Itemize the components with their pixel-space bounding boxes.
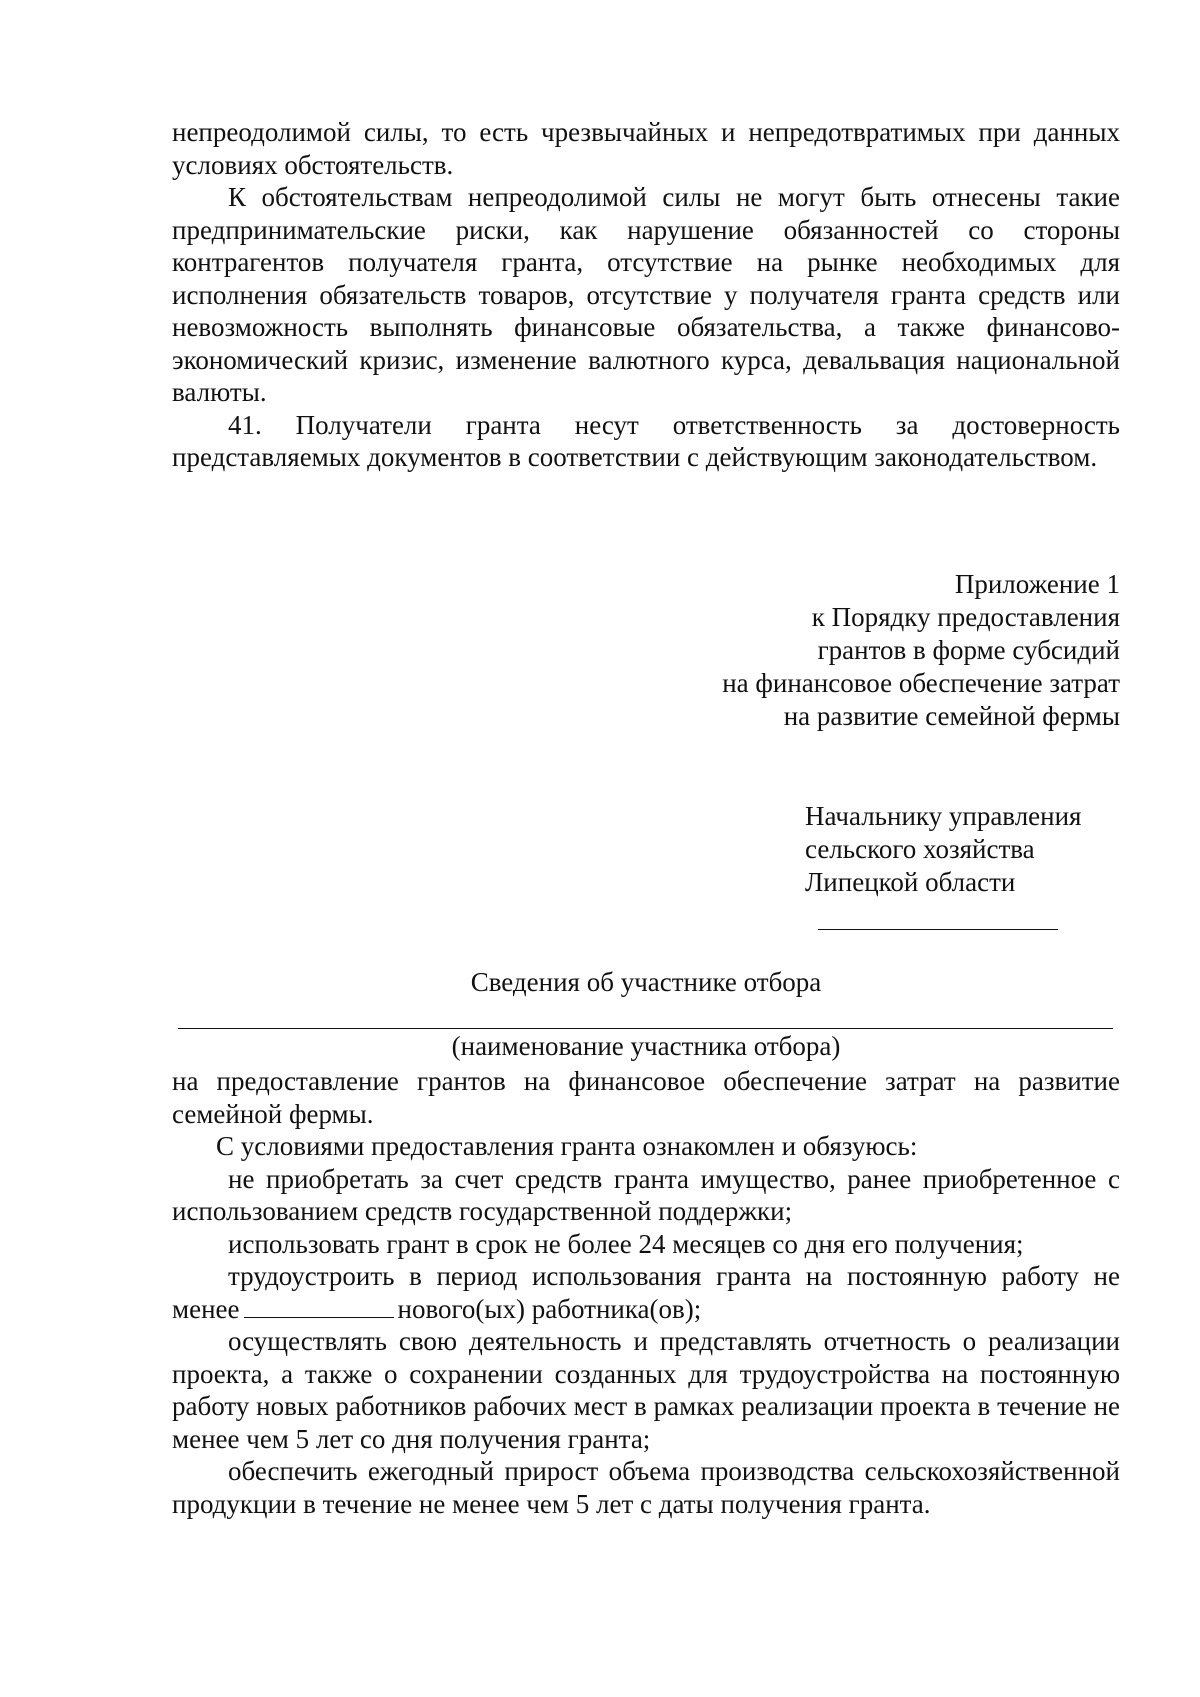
- form-purpose: на предоставление грантов на финансовое обеспечение затрат на развитие семейной фермы.: [172, 1066, 1120, 1129]
- addressee-name-blank-line[interactable]: [818, 929, 1058, 930]
- addressee-block: [805, 800, 1165, 899]
- condition-item-5: обеспечить ежегодный прирост объема производства сельскохозяйственной продукции в течение не менее чем 5 лет с даты получения гранта.: [172, 1456, 1120, 1519]
- form-body: [172, 1065, 1120, 1520]
- condition-item-4: осуществлять свою деятельность и представлять отчетность о реализации проекта, а также о сохранении созданных для трудоустройства на постоянную работу новых работников рабочих мест в рамках реализации проекта в течение не менее чем 5 лет со дня получения гранта;: [172, 1326, 1120, 1454]
- clause-41-paragraph: 41. Получатели гранта несут ответственность за достоверность представляемых документов в соответствии с действующим законодательством.: [172, 409, 1120, 472]
- addressee-line-3: Липецкой области: [805, 867, 1016, 897]
- condition-item-2: использовать грант в срок не более 24 месяцев со дня его получения;: [228, 1228, 1024, 1259]
- appendix-line-5: на развитие семейной фермы: [783, 701, 1120, 731]
- appendix-line-1: Приложение 1: [954, 569, 1120, 599]
- participant-name-caption: (наименование участника отбора): [451, 1031, 841, 1061]
- appendix-line-4: на финансовое обеспечение затрат: [722, 668, 1120, 698]
- addressee-line-1: Начальнику управления: [805, 801, 1082, 831]
- condition-item-1: не приобретать за счет средств гранта имущество, ранее приобретенное с использованием средств государственной поддержки;: [172, 1163, 1120, 1226]
- intro-section: [172, 116, 1120, 474]
- intro-paragraph-2: К обстоятельствам непреодолимой силы не могут быть отнесены такие предпринимательские риски, как нарушение обязанностей со стороны контрагентов получателя гранта, отсутствие на рынке необходимых для исполнения обязательств товаров, отсутствие у получателя гранта средств или невозможность выполнять финансовые обязательства, а также финансово-экономический кризис, изменение валютного курса, девальвация национальной валюты.: [172, 182, 1120, 407]
- condition-item-3: [172, 1260, 1120, 1325]
- workers-count-blank[interactable]: [244, 1295, 394, 1318]
- intro-paragraph-1: непреодолимой силы, то есть чрезвычайных и непредотвратимых при данных условиях обстоятельств.: [172, 117, 1120, 180]
- condition-item-3-text-after: нового(ых) работника(ов);: [397, 1293, 702, 1324]
- appendix-line-2: к Порядку предоставления: [811, 602, 1120, 632]
- addressee-line-2: сельского хозяйства: [805, 834, 1035, 864]
- form-title: Сведения об участнике отбора: [470, 967, 822, 997]
- appendix-header: [600, 568, 1120, 733]
- conditions-intro: С условиями предоставления гранта ознакомлен и обязуюсь:: [216, 1131, 918, 1161]
- condition-item-3-text-before: трудоустроить в период использования гранта на постоянную работу не менее: [172, 1261, 1120, 1324]
- appendix-line-3: грантов в форме субсидий: [817, 635, 1120, 665]
- participant-name-blank-line[interactable]: [178, 1028, 1113, 1029]
